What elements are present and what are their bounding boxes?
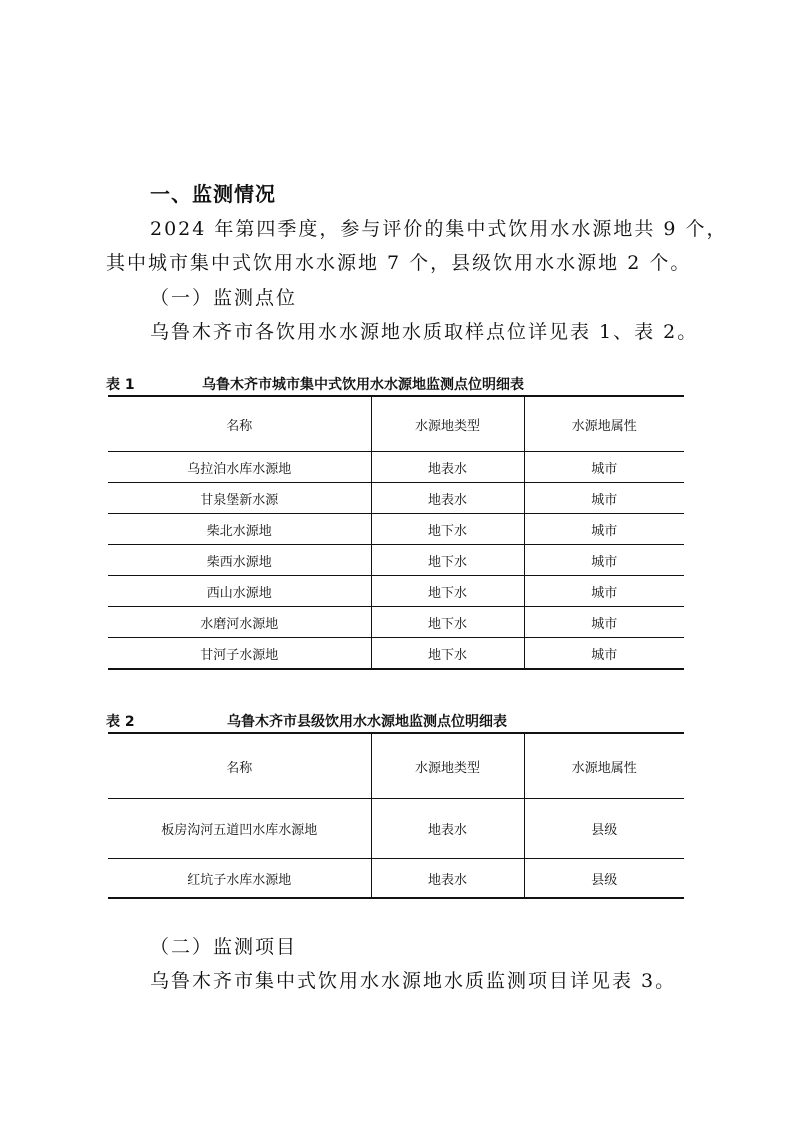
table-cell: 城市 xyxy=(524,607,684,638)
table-row xyxy=(108,452,684,483)
paragraph-line: 乌鲁木齐市各饮用水水源地水质取样点位详见表 1、表 2。 xyxy=(150,321,699,343)
table-cell: 城市 xyxy=(524,576,684,607)
column-header: 名称 xyxy=(108,733,371,799)
table-row xyxy=(108,483,684,514)
column-header: 水源地类型 xyxy=(371,733,524,799)
table-header-row xyxy=(108,396,684,452)
table-row xyxy=(108,607,684,638)
column-header: 水源地类型 xyxy=(371,396,524,452)
table-cell: 城市 xyxy=(524,483,684,514)
table-cell: 板房沟河五道凹水库水源地 xyxy=(108,799,371,859)
subsection-heading: （二）监测项目 xyxy=(150,936,298,958)
table-cell: 柴西水源地 xyxy=(108,545,371,576)
table-number: 表 2 xyxy=(106,714,135,730)
table-cell: 地下水 xyxy=(371,638,524,670)
column-header: 水源地属性 xyxy=(524,396,684,452)
paragraph-line: 乌鲁木齐市集中式饮用水水源地水质监测项目详见表 3。 xyxy=(150,970,677,992)
table-cell: 地下水 xyxy=(371,607,524,638)
table-header-row xyxy=(108,733,684,799)
table-row xyxy=(108,638,684,670)
table-cell: 地下水 xyxy=(371,576,524,607)
table-caption xyxy=(106,711,686,729)
table-cell: 甘泉堡新水源 xyxy=(108,483,371,514)
paragraph-line: 其中城市集中式饮用水水源地 7 个，县级饮用水水源地 2 个。 xyxy=(106,252,692,274)
table-row xyxy=(108,859,684,899)
table-row xyxy=(108,514,684,545)
table-caption xyxy=(106,374,686,392)
table-cell: 西山水源地 xyxy=(108,576,371,607)
table-cell: 地下水 xyxy=(371,545,524,576)
table-cell: 城市 xyxy=(524,452,684,483)
column-header: 名称 xyxy=(108,396,371,452)
column-header: 水源地属性 xyxy=(524,733,684,799)
table-title: 乌鲁木齐市县级饮用水水源地监测点位明细表 xyxy=(227,714,507,730)
table-title: 乌鲁木齐市城市集中式饮用水水源地监测点位明细表 xyxy=(202,377,524,393)
table-cell: 地表水 xyxy=(371,799,524,859)
table-cell: 地表水 xyxy=(371,452,524,483)
table-cell: 红坑子水库水源地 xyxy=(108,859,371,899)
subsection-heading: （一）监测点位 xyxy=(150,287,298,309)
section-heading: 一、监测情况 xyxy=(150,182,276,206)
table-cell: 地下水 xyxy=(371,514,524,545)
table-cell: 甘河子水源地 xyxy=(108,638,371,670)
table-cell: 城市 xyxy=(524,514,684,545)
table-cell: 城市 xyxy=(524,638,684,670)
table-row xyxy=(108,799,684,859)
paragraph-line: 2024 年第四季度，参与评价的集中式饮用水水源地共 9 个， xyxy=(150,218,728,240)
table-number: 表 1 xyxy=(106,377,135,393)
table-county-sources xyxy=(108,732,684,899)
table-cell: 乌拉泊水库水源地 xyxy=(108,452,371,483)
table-row xyxy=(108,545,684,576)
table-cell: 城市 xyxy=(524,545,684,576)
table-cell: 地表水 xyxy=(371,859,524,899)
table-cell: 柴北水源地 xyxy=(108,514,371,545)
table-cell: 县级 xyxy=(524,859,684,899)
table-row xyxy=(108,576,684,607)
table-cell: 县级 xyxy=(524,799,684,859)
table-city-sources xyxy=(108,395,684,670)
table-cell: 地表水 xyxy=(371,483,524,514)
table-cell: 水磨河水源地 xyxy=(108,607,371,638)
